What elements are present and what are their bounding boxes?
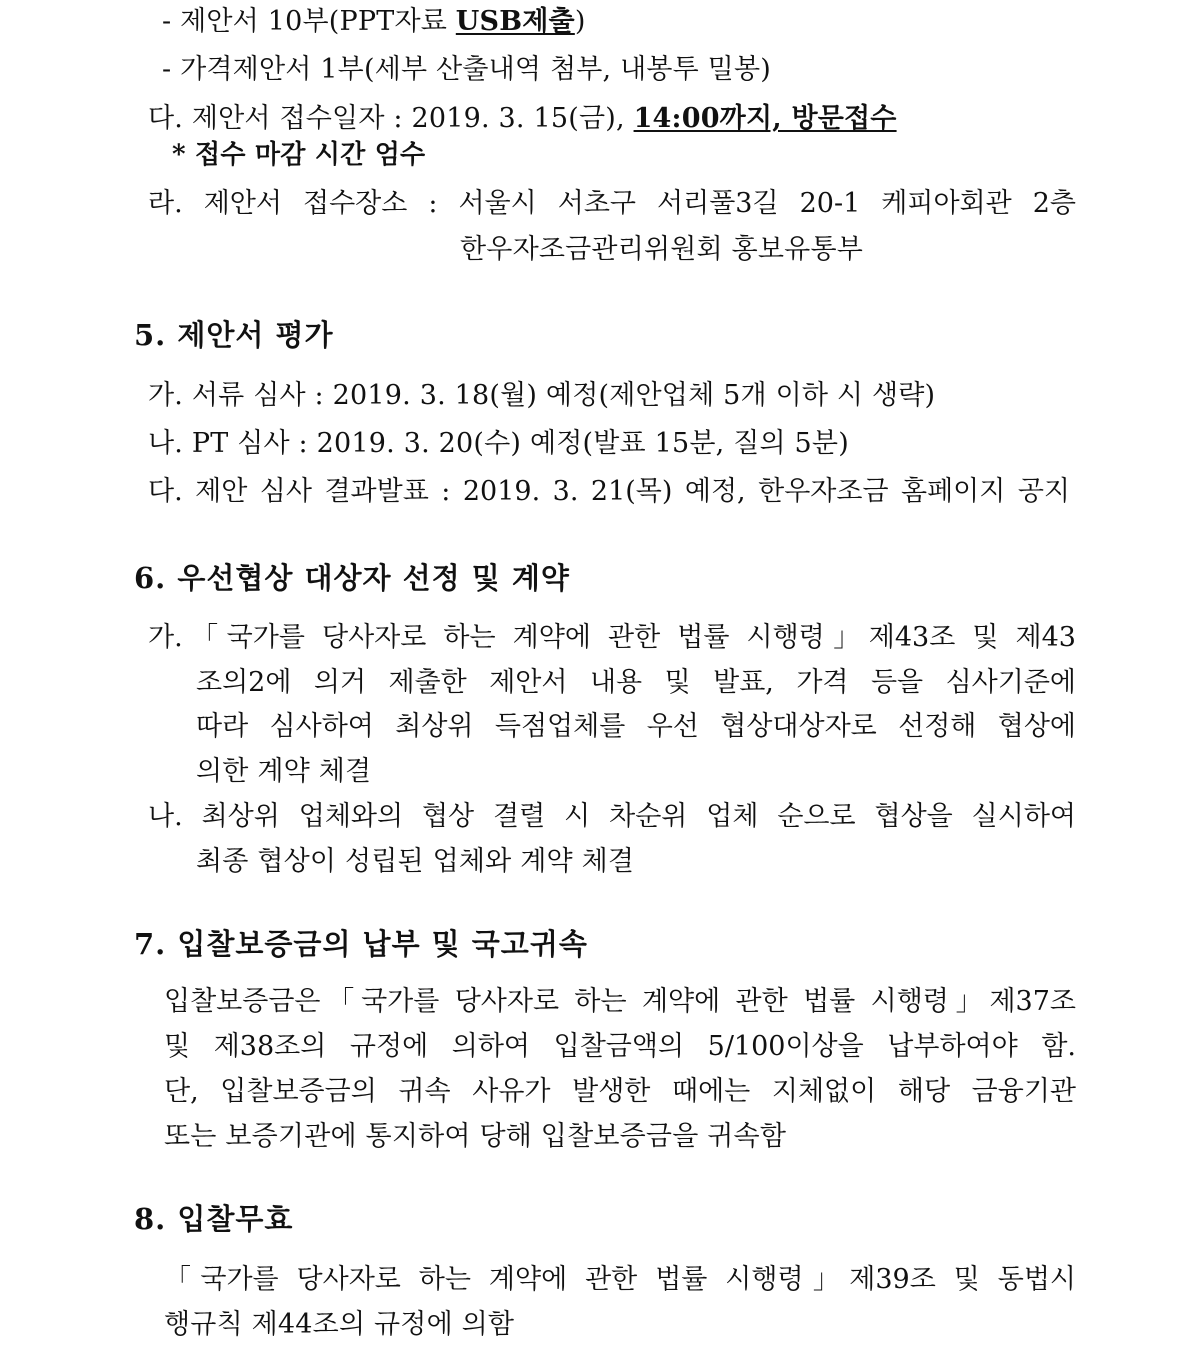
section-6-item-b-line-1: 나. 최상위 업체와의 협상 결렬 시 차순위 업체 순으로 협상을 실시하여 xyxy=(148,801,1076,832)
section-5-heading: 5. 제안서 평가 xyxy=(134,318,334,352)
section-7-line-4: 또는 보증기관에 통지하여 당해 입찰보증금을 귀속함 xyxy=(164,1121,787,1152)
submission-item-proposal-copies xyxy=(162,6,586,38)
section-7-line-1: 입찰보증금은「국가를 당사자로 하는 계약에 관한 법률 시행령」제37조 xyxy=(164,986,1076,1017)
submission-item-1-suffix: ) xyxy=(574,6,586,37)
section-6-item-a-line-4: 의한 계약 체결 xyxy=(196,756,372,787)
section-8-heading: 8. 입찰무효 xyxy=(134,1202,294,1236)
section-8-line-2: 행규칙 제44조의 규정에 의함 xyxy=(164,1309,515,1340)
section-6-item-a-line-1: 가.「국가를 당사자로 하는 계약에 관한 법률 시행령」제43조 및 제43 xyxy=(148,622,1076,653)
section-6-item-a-line-3: 따라 심사하여 최상위 득점업체를 우선 협상대상자로 선정해 협상에 xyxy=(196,711,1076,742)
section-6-item-b-line-2: 최종 협상이 성립된 업체와 계약 체결 xyxy=(196,846,635,877)
submission-date xyxy=(148,103,897,135)
submission-date-bold: 14:00까지, 방문접수 xyxy=(633,103,897,134)
section-5-item-pt-review: 나. PT 심사 : 2019. 3. 20(수) 예정(발표 15분, 질의 5분) xyxy=(148,428,849,459)
submission-place-line-1: 라. 제안서 접수장소 : 서울시 서초구 서리풀3길 20-1 케피아회관 2층 xyxy=(148,188,1076,219)
section-5-item-result-announcement: 다. 제안 심사 결과발표 : 2019. 3. 21(목) 예정, 한우자조금 홈페이지 공지 xyxy=(148,476,1070,507)
section-5-item-document-review: 가. 서류 심사 : 2019. 3. 18(월) 예정(제안업체 5개 이하 시 생략) xyxy=(148,380,936,411)
submission-item-price-proposal: - 가격제안서 1부(세부 산출내역 첨부, 내봉투 밀봉) xyxy=(162,54,772,85)
section-7-heading: 7. 입찰보증금의 납부 및 국고귀속 xyxy=(134,927,588,961)
section-6-heading: 6. 우선협상 대상자 선정 및 계약 xyxy=(134,561,570,595)
submission-item-1-bold: USB제출 xyxy=(455,6,575,37)
submission-deadline-notice: * 접수 마감 시간 엄수 xyxy=(172,140,426,170)
section-8-line-1: 「국가를 당사자로 하는 계약에 관한 법률 시행령」제39조 및 동법시 xyxy=(164,1264,1076,1295)
submission-item-1-prefix: - 제안서 10부(PPT자료 xyxy=(162,6,456,37)
section-7-line-3: 단, 입찰보증금의 귀속 사유가 발생한 때에는 지체없이 해당 금융기관 xyxy=(164,1076,1076,1107)
section-7-line-2: 및 제38조의 규정에 의하여 입찰금액의 5/100이상을 납부하여야 함. xyxy=(164,1031,1076,1062)
section-6-item-a-line-2: 조의2에 의거 제출한 제안서 내용 및 발표, 가격 등을 심사기준에 xyxy=(196,667,1076,698)
submission-place-line-2: 한우자조금관리위원회 홍보유통부 xyxy=(460,234,864,265)
submission-date-prefix: 다. 제안서 접수일자 : 2019. 3. 15(금), xyxy=(148,103,634,134)
